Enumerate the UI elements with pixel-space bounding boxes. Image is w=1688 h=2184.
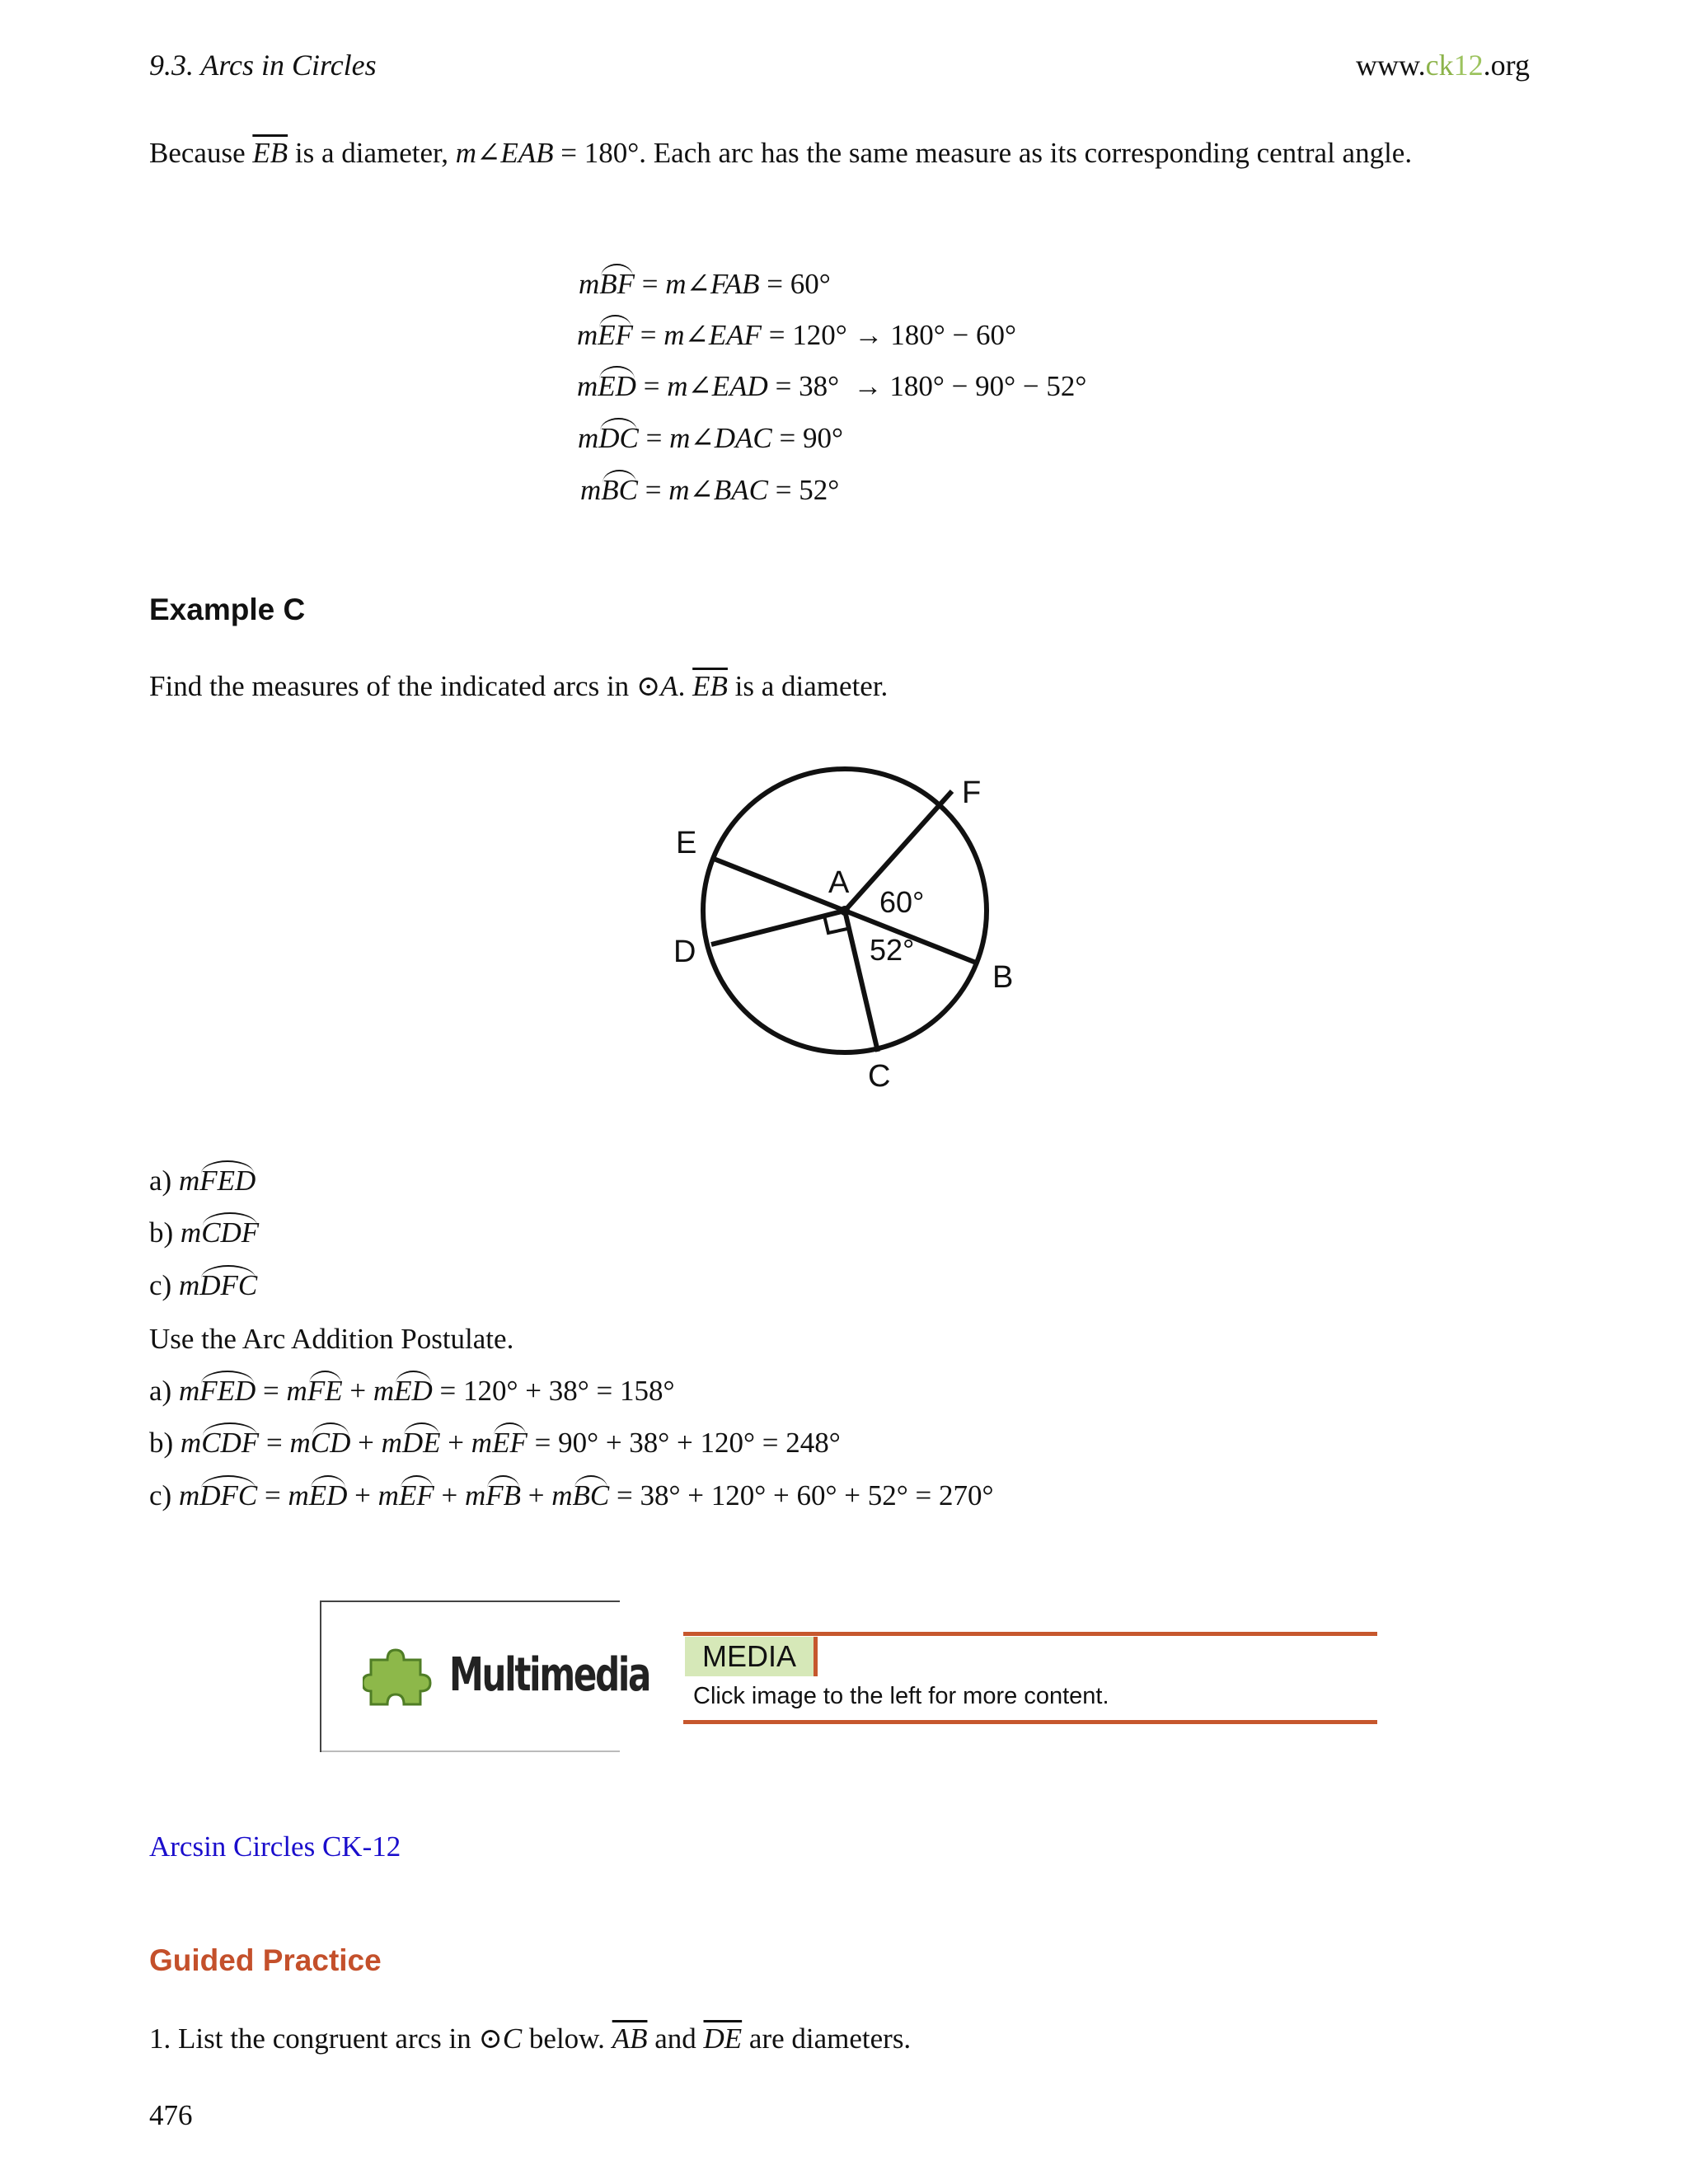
answer-b: b) mCDF = mCD + mDE + mEF = 90° + 38° + 120° = 248° (149, 1427, 841, 1459)
arc-symbol: BC (601, 474, 639, 506)
center-point (840, 906, 850, 916)
answer-a: a) mFED = mFE + mED = 120° + 38° = 158° (149, 1375, 675, 1407)
url-suffix: .org (1483, 49, 1530, 82)
answer-c: c) mDFC = mED + mEF + mFB + mBC = 38° + 120° + 60° + 52° = 270° (149, 1479, 994, 1511)
question-label: a) (149, 1165, 179, 1197)
arc-symbol: FB (485, 1479, 522, 1511)
arc-symbol: ED (598, 370, 636, 402)
arc-symbol: EF (398, 1479, 434, 1511)
circle-center: A (660, 670, 678, 702)
arc-symbol: CDF (201, 1427, 260, 1459)
arc-symbol: DFC (199, 1269, 258, 1301)
media-bottom-rule (683, 1720, 1377, 1724)
page-number: 476 (149, 2099, 193, 2131)
guided-text-1: 1. List the congruent arcs in (149, 2022, 479, 2055)
angle-60-label: 60° (879, 885, 925, 919)
intro-text-3: = 180°. Each arc has the same measure as its corresponding central angle. (553, 137, 1413, 169)
url-prefix: www. (1356, 49, 1426, 82)
arc-symbol: EF (598, 319, 634, 351)
question-b: b) mCDF (149, 1216, 260, 1249)
multimedia-label: Multimedia (449, 1648, 650, 1702)
equation-value: 90° (803, 422, 844, 454)
answer-rhs: = 120° + 38° = 158° (439, 1375, 675, 1407)
equation-note: → 180° − 90° − 52° (853, 370, 1087, 402)
arc-symbol: DE (401, 1427, 441, 1459)
right-angle-mark (824, 916, 847, 933)
angle-52-label: 52° (870, 933, 915, 967)
arc-symbol: CD (310, 1427, 351, 1459)
equation-value: 38° (799, 370, 840, 402)
equation-angle: ∠EAF (684, 319, 762, 351)
arc-symbol: FED (199, 1375, 256, 1407)
media-info-box (683, 1632, 1377, 1724)
equation-angle: ∠BAC (689, 474, 768, 506)
site-url[interactable] (1356, 48, 1530, 82)
segment-eb: $\overline{EB}$ (692, 670, 728, 702)
segment-ab: $\overline{AB}$ (612, 2022, 648, 2055)
intro-text-1: Because (149, 137, 253, 169)
equation-value: 52° (799, 474, 840, 506)
arc-symbol: FED (199, 1165, 256, 1197)
label-a: A (828, 865, 850, 900)
answer-label: c) (149, 1479, 179, 1511)
equation-value: 120° (792, 319, 847, 351)
answer-rhs: = 90° + 38° + 120° = 248° (534, 1427, 841, 1459)
equation-row: mEF = m∠EAF = 120° → 180° − 60° (577, 319, 1017, 351)
guided-practice-heading: Guided Practice (149, 1943, 382, 1977)
intro-text-2: is a diameter, (288, 137, 456, 169)
arc-symbol: FE (307, 1375, 343, 1407)
label-d: D (673, 935, 696, 969)
label-e: E (676, 826, 697, 860)
example-c-heading: Example C (149, 593, 306, 626)
label-b: B (992, 960, 1014, 995)
example-c-prompt (149, 672, 888, 701)
question-label: c) (149, 1269, 179, 1301)
arc-symbol: DC (598, 422, 639, 454)
circle-symbol: ⊙ (635, 670, 661, 702)
arc-symbol: EF (492, 1427, 528, 1459)
guided-text-4: are diameters. (742, 2022, 912, 2055)
prompt-text-1: Find the measures of the indicated arcs in (149, 670, 636, 702)
arc-symbol: DFC (199, 1479, 258, 1511)
equation-row: mDC = m∠DAC = 90° (578, 422, 844, 454)
question-a: a) mFED (149, 1165, 256, 1197)
intro-paragraph (149, 138, 1412, 167)
label-c: C (868, 1059, 891, 1094)
equation-angle: ∠FAB (686, 268, 760, 300)
equation-row: mBF = m∠FAB = 60° (579, 268, 831, 300)
angle-eab: m∠EAB (455, 137, 554, 169)
url-ck: ck (1425, 49, 1454, 82)
guided-text-2: below. (522, 2022, 612, 2055)
guided-text-3: and (647, 2022, 704, 2055)
section-title: 9.3. Arcs in Circles (149, 49, 377, 82)
equation-note: → 180° − 60° (854, 319, 1017, 351)
guided-question-1 (149, 2024, 911, 2053)
radius-ac (845, 911, 878, 1052)
question-c: c) mDFC (149, 1269, 258, 1301)
arc-symbol: BF (599, 268, 635, 300)
segment-eb: $\overline{EB}$ (252, 137, 288, 169)
equation-row: mED = m∠EAD = 38° → 180° − 90° − 52° (577, 370, 1087, 402)
answer-rhs: = 38° + 120° + 60° + 52° = 270° (617, 1479, 994, 1511)
postulate-text: Use the Arc Addition Postulate. (149, 1323, 514, 1355)
arc-symbol: CDF (201, 1216, 260, 1249)
equation-angle: ∠EAD (687, 370, 768, 402)
media-tag: MEDIA (685, 1637, 818, 1676)
circle-diagram (643, 758, 1055, 1104)
label-f: F (962, 776, 982, 810)
puzzle-icon (363, 1643, 437, 1709)
answer-label: a) (149, 1375, 179, 1407)
equation-angle: ∠DAC (690, 422, 772, 454)
prompt-text-3: is a diameter. (727, 670, 889, 702)
equation-value: 60° (790, 268, 831, 300)
arc-symbol: ED (394, 1375, 433, 1407)
circle-center: C (502, 2022, 523, 2055)
answer-label: b) (149, 1427, 181, 1459)
arcs-in-circles-link[interactable]: Arcsin Circles CK-12 (149, 1830, 401, 1863)
media-top-rule (683, 1632, 1377, 1636)
segment-de: $\overline{DE}$ (703, 2022, 743, 2055)
question-label: b) (149, 1216, 181, 1249)
prompt-text-2: . (678, 670, 693, 702)
arc-symbol: BC (572, 1479, 610, 1511)
circle-symbol: ⊙ (478, 2022, 503, 2055)
media-description: Click image to the left for more content. (693, 1683, 1109, 1709)
multimedia-thumbnail[interactable] (320, 1601, 650, 1752)
url-12: 12 (1453, 49, 1484, 82)
equation-row: mBC = m∠BAC = 52° (580, 474, 840, 506)
arc-symbol: ED (308, 1479, 348, 1511)
